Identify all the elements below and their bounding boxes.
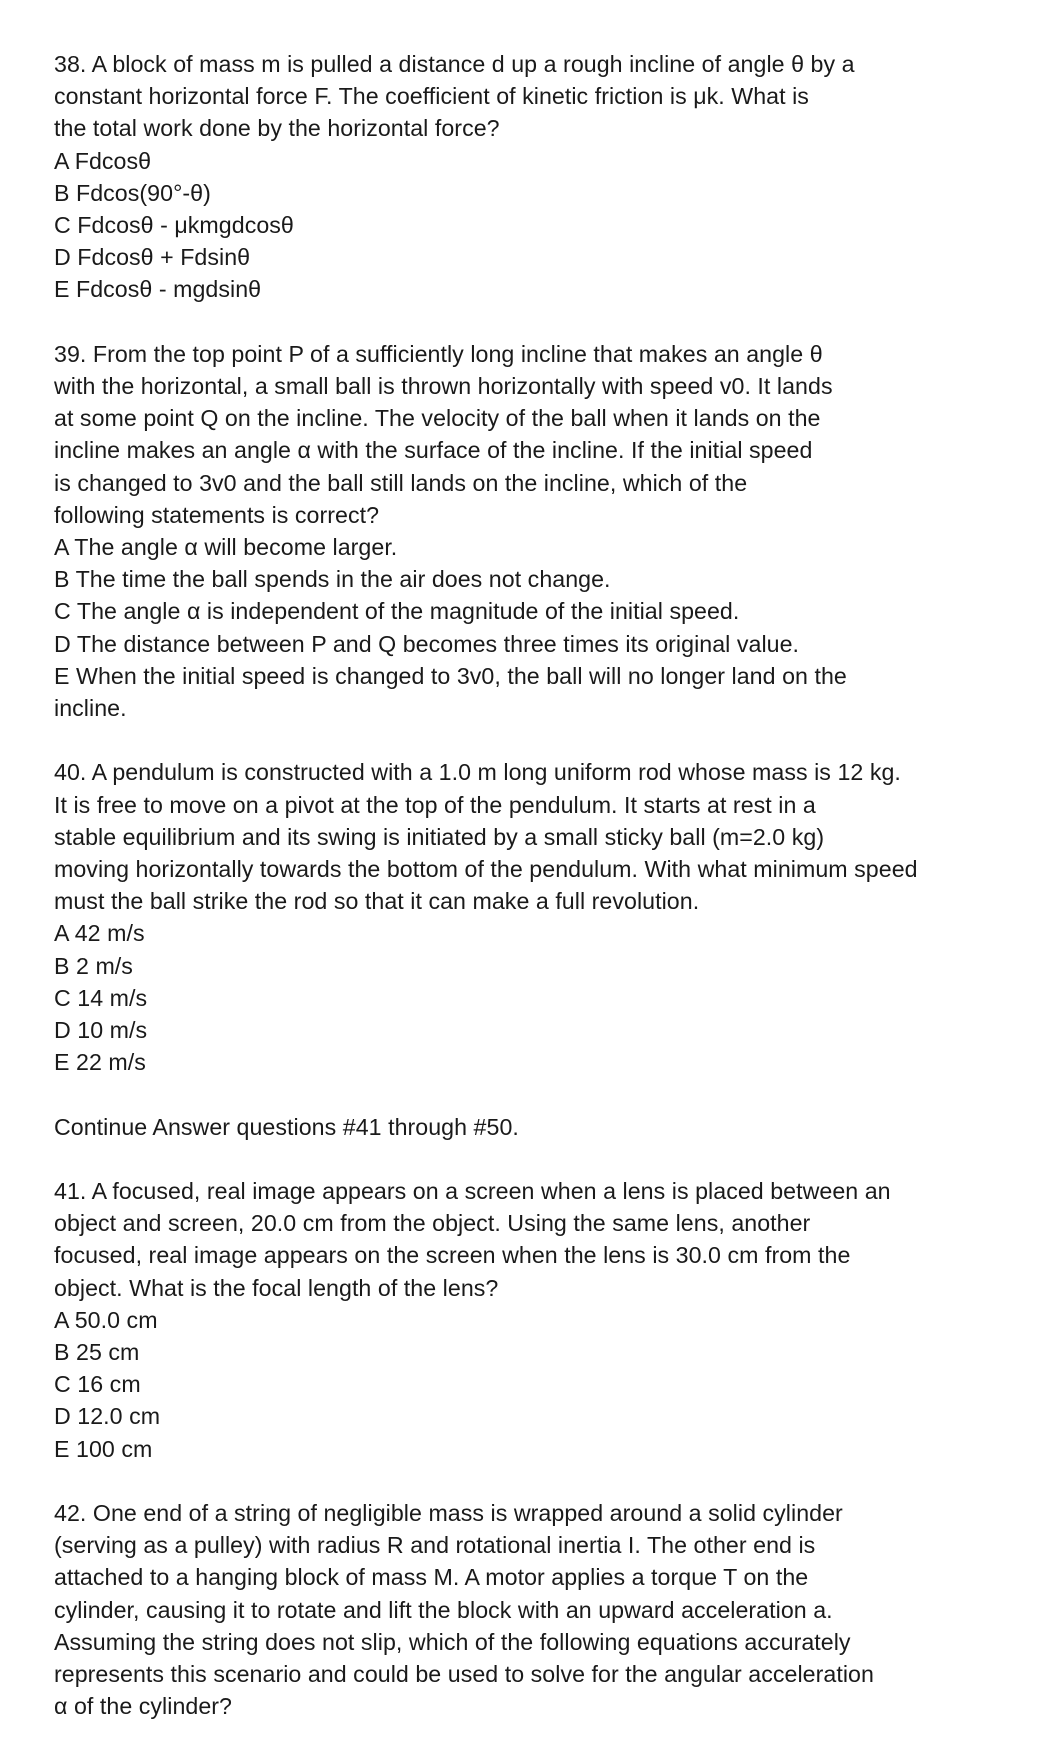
question-text-line: cylinder, causing it to rotate and lift the block with an upward acceleration a.	[54, 1596, 833, 1623]
answer-option-e: E 100 cm	[54, 1435, 153, 1462]
question-42	[54, 1497, 1044, 1722]
spacer	[54, 724, 1044, 756]
spacer	[54, 1078, 1044, 1110]
answer-option-a: A Fdcosθ	[54, 147, 152, 174]
answer-option-a: A The angle α will become larger.	[54, 534, 398, 561]
answer-option-e: E 22 m/s	[54, 1049, 146, 1076]
question-text-line: It is free to move on a pivot at the top of the pendulum. It starts at rest in a	[54, 791, 816, 818]
answer-option-d: D The distance between P and Q becomes three times its original value.	[54, 630, 800, 657]
spacer	[54, 306, 1044, 338]
question-text-line: at some point Q on the incline. The velocity of the ball when it lands on the	[54, 405, 821, 432]
question-text-line: stable equilibrium and its swing is initiated by a small sticky ball (m=2.0 kg)	[54, 823, 825, 850]
answer-option-d: D 12.0 cm	[54, 1403, 161, 1430]
answer-option-d: D 10 m/s	[54, 1017, 148, 1044]
answer-option-b: B The time the ball spends in the air does not change.	[54, 566, 611, 593]
question-text-line: must the ball strike the rod so that it can make a full revolution.	[54, 888, 700, 915]
question-text-line: is changed to 3v0 and the ball still lands on the incline, which of the	[54, 469, 748, 496]
question-38	[54, 48, 1044, 306]
section-instruction: Continue Answer questions #41 through #50.	[54, 1113, 519, 1140]
question-text-line: Assuming the string does not slip, which of the following equations accurately	[54, 1628, 851, 1655]
question-text-line: 40. A pendulum is constructed with a 1.0 m long uniform rod whose mass is 12 kg.	[54, 759, 901, 786]
question-text-line: (serving as a pulley) with radius R and rotational inertia I. The other end is	[54, 1532, 816, 1559]
question-text-line: 42. One end of a string of negligible mass is wrapped around a solid cylinder	[54, 1500, 843, 1527]
question-text-line: the total work done by the horizontal force?	[54, 115, 500, 142]
question-text-line: object and screen, 20.0 cm from the object. Using the same lens, another	[54, 1210, 811, 1237]
question-text-line: constant horizontal force F. The coefficient of kinetic friction is μk. What is	[54, 83, 809, 110]
question-39	[54, 338, 1044, 724]
answer-option-e: E When the initial speed is changed to 3v0, the ball will no longer land on the	[54, 662, 847, 689]
answer-option-a: A 42 m/s	[54, 920, 145, 947]
answer-option-c: C Fdcosθ - μkmgdcosθ	[54, 212, 294, 239]
question-text-line: with the horizontal, a small ball is thrown horizontally with speed v0. It lands	[54, 373, 833, 400]
question-40	[54, 756, 1044, 1078]
answer-option-e-continued: incline.	[54, 695, 127, 722]
answer-option-b: B 25 cm	[54, 1339, 140, 1366]
answer-option-c: C The angle α is independent of the magnitude of the initial speed.	[54, 598, 740, 625]
answer-option-c: C 16 cm	[54, 1371, 141, 1398]
question-text-line: object. What is the focal length of the lens?	[54, 1274, 499, 1301]
question-text-line: incline makes an angle α with the surface of the incline. If the initial speed	[54, 437, 813, 464]
question-text-line: moving horizontally towards the bottom of the pendulum. With what minimum speed	[54, 856, 918, 883]
question-41	[54, 1175, 1044, 1465]
question-text-line: 41. A focused, real image appears on a screen when a lens is placed between an	[54, 1178, 891, 1205]
question-text-line: following statements is correct?	[54, 501, 380, 528]
answer-option-a: A 50.0 cm	[54, 1306, 158, 1333]
spacer	[54, 1143, 1044, 1175]
question-text-line: focused, real image appears on the screen when the lens is 30.0 cm from the	[54, 1242, 851, 1269]
question-text-line: 39. From the top point P of a sufficiently long incline that makes an angle θ	[54, 340, 823, 367]
question-text-line: 38. A block of mass m is pulled a distance d up a rough incline of angle θ by a	[54, 51, 855, 77]
question-text-line: attached to a hanging block of mass M. A motor applies a torque T on the	[54, 1564, 809, 1591]
answer-option-b: B Fdcos(90°-θ)	[54, 179, 211, 206]
answer-option-e: E Fdcosθ - mgdsinθ	[54, 276, 262, 303]
answer-option-c: C 14 m/s	[54, 984, 148, 1011]
document-page	[54, 48, 1044, 1722]
question-text-line: represents this scenario and could be used to solve for the angular acceleration	[54, 1661, 874, 1688]
spacer	[54, 1465, 1044, 1497]
answer-option-b: B 2 m/s	[54, 952, 133, 979]
answer-option-d: D Fdcosθ + Fdsinθ	[54, 244, 251, 271]
question-text-line: α of the cylinder?	[54, 1693, 232, 1720]
